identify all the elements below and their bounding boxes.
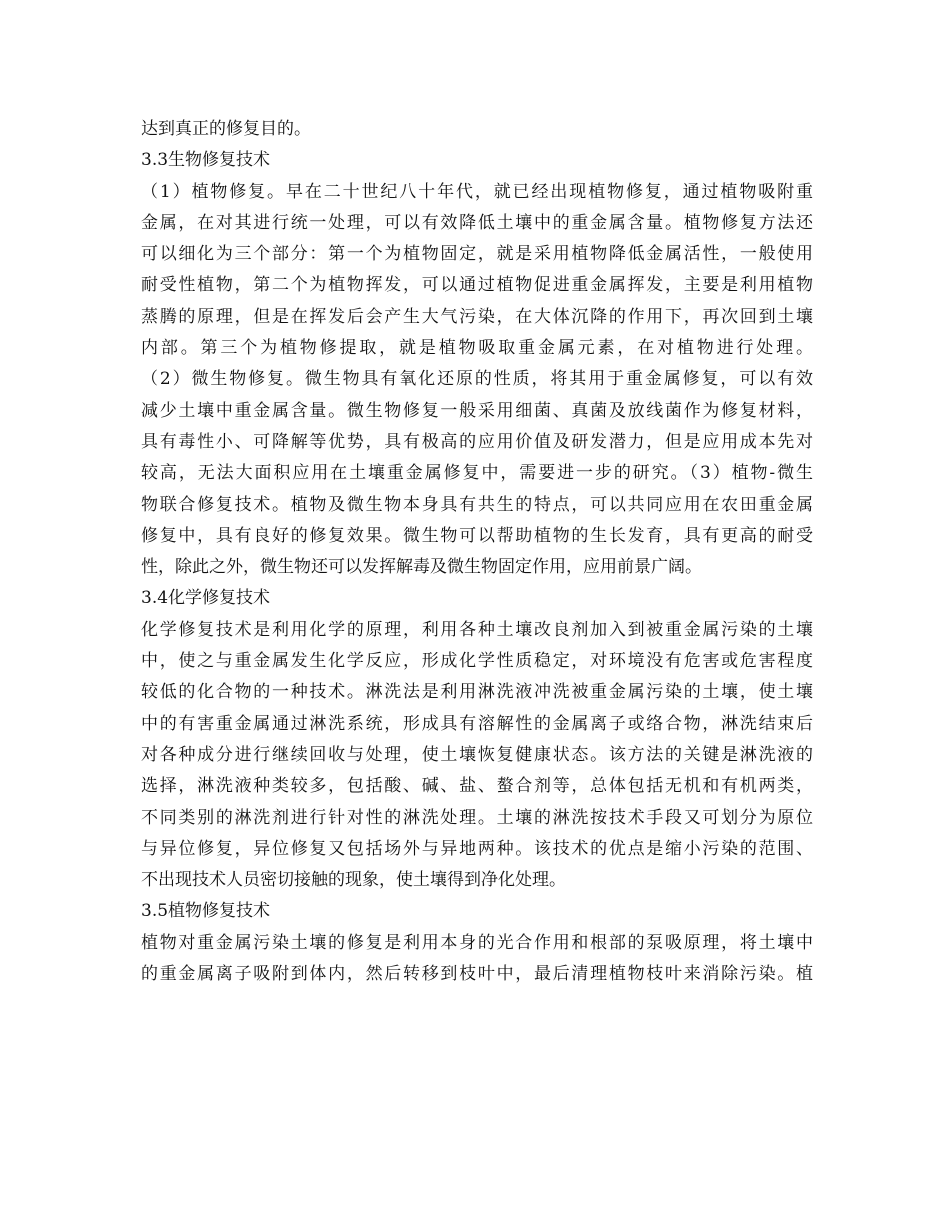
text-line: 对各种成分进行继续回收与处理，使土壤恢复健康状态。该方法的关键是淋洗液的 [141,744,813,765]
text-line: 中的有害重金属通过淋洗系统，形成具有溶解性的金属离子或络合物，淋洗结束后 [141,713,813,734]
text-line: （1）植物修复。早在二十世纪八十年代，就已经出现植物修复，通过植物吸附重 [141,181,813,202]
text-line: 选择，淋洗液种类较多，包括酸、碱、盐、螯合剂等，总体包括无机和有机两类， [141,776,813,797]
text-line: （2）微生物修复。微生物具有氧化还原的性质，将其用于重金属修复，可以有效 [141,369,813,390]
text-line: 植物对重金属污染土壤的修复是利用本身的光合作用和根部的泵吸原理，将土壤中 [141,932,813,953]
text-line: 不出现技术人员密切接触的现象，使土壤得到净化处理。 [141,870,566,891]
section-heading: 3.4化学修复技术 [141,588,271,609]
text-line: 减少土壤中重金属含量。微生物修复一般采用细菌、真菌及放线菌作为修复材料， [141,400,813,421]
document-page [141,114,813,990]
text-line: 蒸腾的原理，但是在挥发后会产生大气污染，在大体沉降的作用下，再次回到土壤 [141,306,813,327]
text-line: 较高，无法大面积应用在土壤重金属修复中，需要进一步的研究。（3）植物-微生 [141,463,813,484]
text-line: 物联合修复技术。植物及微生物本身具有共生的特点，可以共同应用在农田重金属 [141,494,813,515]
text-line: 可以细化为三个部分：第一个为植物固定，就是采用植物降低金属活性，一般使用 [141,244,813,265]
text-line: 较低的化合物的一种技术。淋洗法是利用淋洗液冲洗被重金属污染的土壤，使土壤 [141,682,813,703]
text-line: 修复中，具有良好的修复效果。微生物可以帮助植物的生长发育，具有更高的耐受 [141,525,813,546]
text-line: 中，使之与重金属发生化学反应，形成化学性质稳定，对环境没有危害或危害程度 [141,651,813,672]
text-line: 达到真正的修复目的。 [141,119,311,139]
text-line: 的重金属离子吸附到体内，然后转移到枝叶中，最后清理植物枝叶来消除污染。植 [141,964,813,985]
text-line: 化学修复技术是利用化学的原理，利用各种土壤改良剂加入到被重金属污染的土壤 [141,619,813,640]
text-line: 与异位修复，异位修复又包括场外与异地两种。该技术的优点是缩小污染的范围、 [141,838,813,859]
text-line: 性，除此之外，微生物还可以发挥解毒及微生物固定作用，应用前景广阔。 [141,557,702,578]
text-line: 金属，在对其进行统一处理，可以有效降低土壤中的重金属含量。植物修复方法还 [141,212,813,233]
text-line: 不同类别的淋洗剂进行针对性的淋洗处理。土壤的淋洗按技术手段又可划分为原位 [141,807,813,828]
text-line: 内部。第三个为植物修提取，就是植物吸取重金属元素，在对植物进行处理。 [141,338,813,359]
section-heading: 3.5植物修复技术 [141,901,271,922]
section-heading: 3.3生物修复技术 [141,150,271,171]
text-line: 具有毒性小、可降解等优势，具有极高的应用价值及研发潜力，但是应用成本先对 [141,431,813,452]
text-line: 耐受性植物，第二个为植物挥发，可以通过植物促进重金属挥发，主要是利用植物 [141,275,813,296]
